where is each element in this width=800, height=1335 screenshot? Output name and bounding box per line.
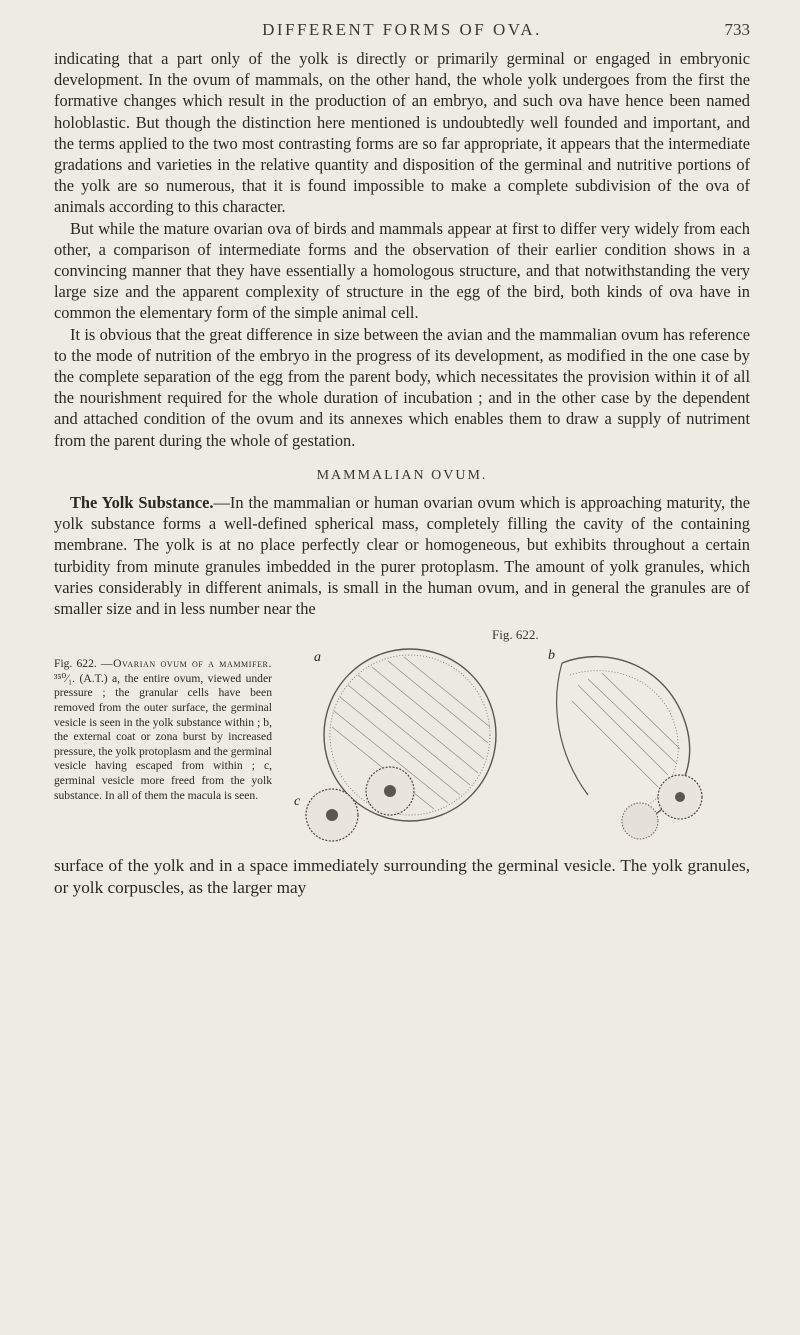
figure-letter-a: a xyxy=(314,650,321,666)
book-page xyxy=(54,14,750,898)
caption-body: a, the entire ovum, viewed under pressure ; the granular cells have been removed from the outer surface, the germinal vesicle is seen in the yolk substance within ; b, the external coat or zona burst by increased pressure, the yolk protoplasm and the germinal vesicle having escaped from within ; c, germinal vesicle more freed from the yolk substance. In all of them the macula is seen. xyxy=(54,671,272,802)
paragraph-continuation: surface of the yolk and in a space immediately surrounding the germinal vesicle. The yolk granules, or yolk corpuscles, as the larger may xyxy=(54,856,750,897)
section-heading: MAMMALIAN OVUM. xyxy=(316,467,488,483)
figure-label: Fig. 622. xyxy=(492,627,539,643)
paragraph-size-difference: It is obvious that the great difference in size between the avian and the mammalian ovum has reference to the mode of nutrition of the embryo in the progress of its development, as modified in the one case by the complete separation of the egg from the parent body, which necessitates the provision within it of all the nourishment required for the whole duration of incubation ; and in the other case by the dependent and attached condition of the ovum and its annexes which enables them to draw a supply of nutriment from the parent during the whole of gestation. xyxy=(54,324,750,450)
running-head xyxy=(54,14,750,48)
continuation-text xyxy=(54,855,750,898)
figure-letter-b: b xyxy=(548,648,555,664)
figure-caption xyxy=(54,657,272,803)
paragraph-homologous-structure: But while the mature ovarian ova of birds and mammals appear at first to differ very widely from each other, a comparison of intermediate forms and the observation of their earlier condition shows in a convincing manner that they have essentially a homologous structure, and that notwithstanding the very large size and the apparent complexity of structure in the egg of the bird, both kinds of ova have in common the elementary form of the simple animal cell. xyxy=(54,218,750,323)
ovum-c xyxy=(294,789,358,841)
caption-magnification: ³⁵⁰⁄₁. (A.T.) xyxy=(54,671,108,685)
figure-letter-c: c xyxy=(294,794,301,810)
paragraph-yolk-substance xyxy=(54,492,750,619)
caption-title: —Ovarian ovum of a mammifer. xyxy=(100,657,272,671)
body-text xyxy=(54,48,750,619)
figure-622 xyxy=(54,623,750,851)
ovum-b xyxy=(548,648,702,839)
paragraph-holoblastic: indicating that a part only of the yolk is directly or primarily germinal or engaged in embryonic development. In the ovum of mammals, on the other hand, the whole yolk undergoes from the first the formative changes which result in the production of an embryo, and such ova have hence been named holoblastic. But though the distinction here mentioned is undoubtedly well founded and important, and the terms applied to the two most contrasting forms are so far appropriate, it appears that the intermediate gradations and varieties in the relative quantity and disposition of the germinal and nutritive portions of the yolk are so numerous, that it is found impossible to make a complete subdivision of the ova of animals according to this character. xyxy=(54,49,750,217)
running-head-title: DIFFERENT FORMS OF OVA. xyxy=(262,20,542,39)
caption-number: Fig. 622. xyxy=(54,657,97,671)
run-in-heading: The Yolk Substance. xyxy=(70,493,214,513)
ovum-engraving xyxy=(288,645,750,851)
figure-illustration xyxy=(288,645,750,851)
yolk-substance-text: —In the mammalian or human ovarian ovum which is approaching maturity, the yolk substance forms a well-defined spherical mass, completely filling the cavity of the containing membrane. The yolk is at no place perfectly clear or homogeneous, but exhibits throughout a certain turbidity from minute granules imbedded in the purer protoplasm. The amount of yolk granules, which varies considerably in different animals, is small in the human ovum, and in general the granules are of smaller size and in less number near the xyxy=(54,493,751,619)
page-number: 733 xyxy=(724,20,750,39)
